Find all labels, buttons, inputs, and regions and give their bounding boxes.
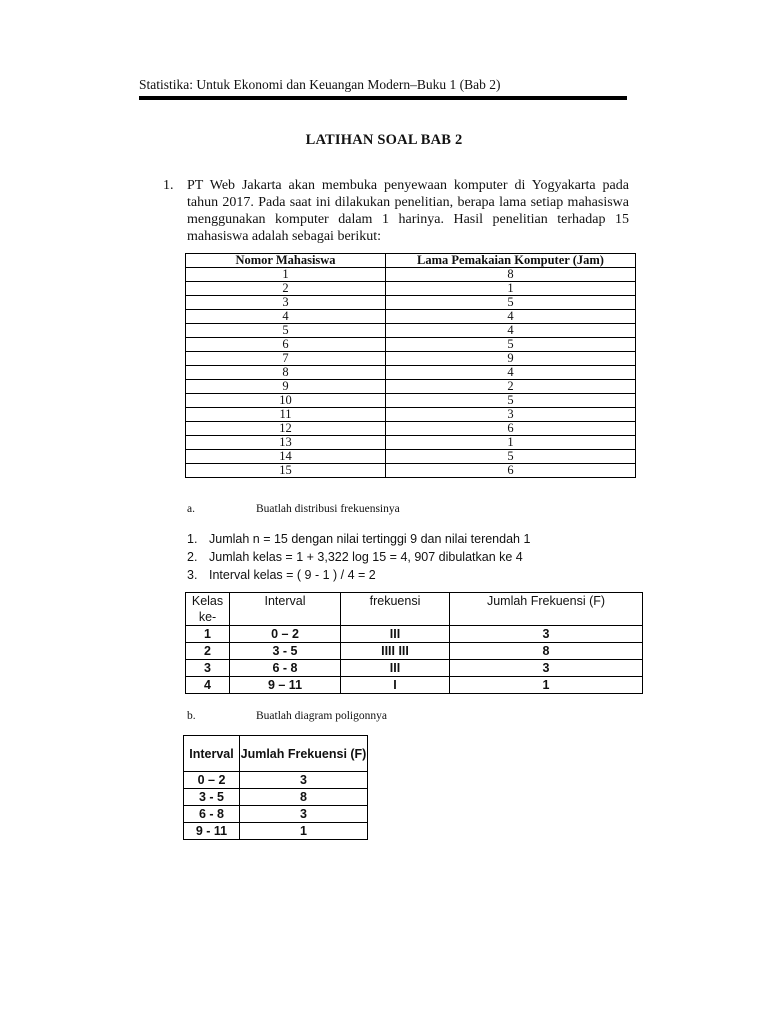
student-number: 7 (186, 352, 386, 366)
student-number: 1 (186, 268, 386, 282)
step-text: Jumlah kelas = 1 + 3,322 log 15 = 4, 907 dibulatkan ke 4 (209, 550, 523, 564)
usage-hours: 5 (386, 296, 636, 310)
frequency-total: 3 (450, 660, 643, 677)
table-row (184, 823, 368, 840)
usage-table-header-row (186, 254, 636, 268)
list-item (187, 548, 530, 566)
freq-table-header-row (186, 593, 643, 626)
header-rule (139, 96, 627, 100)
usage-hours: 5 (386, 338, 636, 352)
frequency-total: 3 (450, 626, 643, 643)
usage-hours: 5 (386, 394, 636, 408)
class-number: 2 (186, 643, 230, 660)
frequency-total: 8 (240, 789, 368, 806)
running-header: Statistika: Untuk Ekonomi dan Keuangan Modern–Buku 1 (Bab 2) (139, 77, 501, 92)
usage-hours: 9 (386, 352, 636, 366)
usage-hours: 2 (386, 380, 636, 394)
class-interval: 0 – 2 (184, 772, 240, 789)
tally-marks: IIII III (341, 643, 450, 660)
table-row (186, 643, 643, 660)
table-row (186, 282, 636, 296)
table-row (186, 380, 636, 394)
table-row (186, 310, 636, 324)
page-title: LATIHAN SOAL BAB 2 (305, 132, 463, 148)
table-row (186, 422, 636, 436)
class-interval: 6 - 8 (230, 660, 341, 677)
table-row (186, 450, 636, 464)
freq-header-class: Kelas ke- (186, 593, 230, 626)
question-number: 1. (163, 178, 174, 193)
student-number: 5 (186, 324, 386, 338)
table-row (186, 408, 636, 422)
table-row (186, 338, 636, 352)
student-number: 11 (186, 408, 386, 422)
step-number: 1. (187, 532, 198, 546)
student-number: 4 (186, 310, 386, 324)
usage-hours: 1 (386, 282, 636, 296)
question-text: PT Web Jakarta akan membuka penyewaan komputer di Yogyakarta pada tahun 2017. Pada saat ini dilakukan penelitian, berapa lama setiap mahasiswa menggunakan komputer dalam 1 harinya. Hasil penelitian terhadap 15 mahasiswa adalah sebagai berikut: (187, 178, 629, 244)
table-row (184, 806, 368, 823)
usage-hours: 6 (386, 464, 636, 478)
table-row (186, 660, 643, 677)
class-interval: 3 - 5 (230, 643, 341, 660)
sub-question-a-letter: a. (187, 503, 195, 515)
poly-table-header-row (184, 736, 368, 772)
usage-header-student: Nomor Mahasiswa (186, 254, 386, 268)
usage-table (185, 253, 636, 478)
usage-header-hours: Lama Pemakaian Komputer (Jam) (386, 254, 636, 268)
student-number: 3 (186, 296, 386, 310)
step-number: 2. (187, 550, 198, 564)
table-row (186, 464, 636, 478)
student-number: 6 (186, 338, 386, 352)
table-row (186, 394, 636, 408)
polygon-data-table (183, 735, 368, 840)
class-interval: 0 – 2 (230, 626, 341, 643)
table-row (186, 324, 636, 338)
student-number: 13 (186, 436, 386, 450)
table-row (186, 268, 636, 282)
table-row (186, 366, 636, 380)
student-number: 10 (186, 394, 386, 408)
table-row (184, 789, 368, 806)
student-number: 9 (186, 380, 386, 394)
freq-header-interval: Interval (230, 593, 341, 626)
sub-question-b-letter: b. (187, 710, 196, 722)
freq-header-tally: frekuensi (341, 593, 450, 626)
usage-hours: 1 (386, 436, 636, 450)
solution-steps (187, 530, 530, 584)
student-number: 14 (186, 450, 386, 464)
tally-marks: I (341, 677, 450, 694)
table-row (186, 436, 636, 450)
list-item (187, 530, 530, 548)
class-number: 4 (186, 677, 230, 694)
usage-hours: 5 (386, 450, 636, 464)
step-number: 3. (187, 568, 198, 582)
class-interval: 3 - 5 (184, 789, 240, 806)
student-number: 8 (186, 366, 386, 380)
poly-header-interval: Interval (184, 736, 240, 772)
usage-hours: 3 (386, 408, 636, 422)
usage-hours: 4 (386, 366, 636, 380)
frequency-distribution-table (185, 592, 643, 694)
class-interval: 6 - 8 (184, 806, 240, 823)
table-row (184, 772, 368, 789)
frequency-total: 1 (450, 677, 643, 694)
student-number: 2 (186, 282, 386, 296)
class-interval: 9 – 11 (230, 677, 341, 694)
sub-question-a-text: Buatlah distribusi frekuensinya (256, 503, 400, 515)
list-item (187, 566, 530, 584)
tally-marks: III (341, 660, 450, 677)
table-row (186, 626, 643, 643)
frequency-total: 3 (240, 772, 368, 789)
table-row (186, 677, 643, 694)
table-row (186, 352, 636, 366)
step-text: Interval kelas = ( 9 - 1 ) / 4 = 2 (209, 568, 376, 582)
table-row (186, 296, 636, 310)
usage-hours: 6 (386, 422, 636, 436)
usage-hours: 4 (386, 310, 636, 324)
class-interval: 9 - 11 (184, 823, 240, 840)
frequency-total: 3 (240, 806, 368, 823)
poly-header-total: Jumlah Frekuensi (F) (240, 736, 368, 772)
class-number: 3 (186, 660, 230, 677)
usage-hours: 4 (386, 324, 636, 338)
sub-question-b-text: Buatlah diagram poligonnya (256, 710, 387, 722)
tally-marks: III (341, 626, 450, 643)
student-number: 15 (186, 464, 386, 478)
frequency-total: 1 (240, 823, 368, 840)
frequency-total: 8 (450, 643, 643, 660)
usage-hours: 8 (386, 268, 636, 282)
step-text: Jumlah n = 15 dengan nilai tertinggi 9 dan nilai terendah 1 (209, 532, 531, 546)
class-number: 1 (186, 626, 230, 643)
student-number: 12 (186, 422, 386, 436)
freq-header-total: Jumlah Frekuensi (F) (450, 593, 643, 626)
